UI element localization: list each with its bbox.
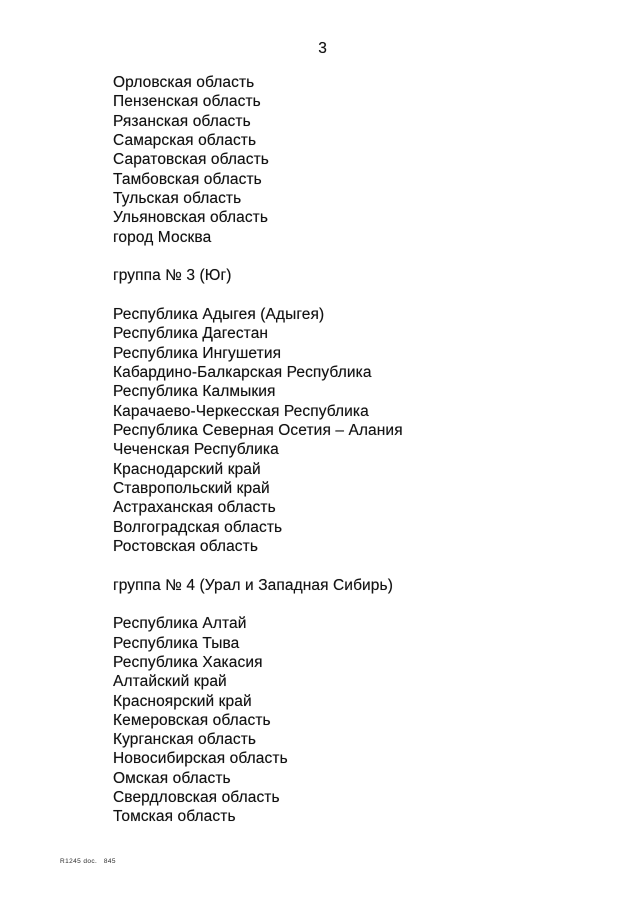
region-line: Республика Алтай bbox=[113, 615, 247, 633]
footer-code: R1245 doc. 845 bbox=[60, 858, 116, 865]
region-line: Ростовская область bbox=[113, 537, 259, 555]
region-line: Красноярский край bbox=[113, 692, 252, 710]
region-line: Республика Калмыкия bbox=[113, 383, 276, 401]
region-line: Республика Северная Осетия – Алания bbox=[113, 421, 403, 439]
region-line: город Москва bbox=[113, 228, 212, 246]
region-line: Курганская область bbox=[113, 731, 257, 749]
region-line: Ставропольский край bbox=[113, 479, 270, 497]
region-line: Тамбовская область bbox=[113, 170, 262, 188]
blank-line bbox=[113, 595, 613, 614]
region-line: Рязанская область bbox=[113, 112, 251, 130]
region-line: Республика Ингушетия bbox=[113, 344, 282, 362]
blank-line bbox=[113, 556, 613, 575]
region-line: Томская область bbox=[113, 808, 236, 826]
region-line: Саратовская область bbox=[113, 151, 269, 169]
region-line: Ульяновская область bbox=[113, 209, 269, 227]
blank-line bbox=[113, 286, 613, 305]
region-line: Алтайский край bbox=[113, 673, 227, 691]
region-line: Пензенская область bbox=[113, 93, 261, 111]
region-line: Омская область bbox=[113, 769, 231, 787]
region-line: Республика Тыва bbox=[113, 634, 240, 652]
region-list bbox=[113, 73, 613, 827]
group-heading: группа № 4 (Урал и Западная Сибирь) bbox=[113, 576, 393, 594]
region-line: Свердловская область bbox=[113, 789, 280, 807]
region-line: Республика Дагестан bbox=[113, 325, 269, 343]
region-line: Новосибирская область bbox=[113, 750, 288, 768]
region-line: Волгоградская область bbox=[113, 518, 283, 536]
region-line: Краснодарский край bbox=[113, 460, 261, 478]
page-number: 3 bbox=[318, 40, 327, 57]
region-line: Кемеровская область bbox=[113, 711, 271, 729]
group-heading: группа № 3 (Юг) bbox=[113, 267, 232, 285]
region-line: Карачаево-Черкесская Республика bbox=[113, 402, 369, 420]
region-line: Орловская область bbox=[113, 74, 255, 91]
region-line: Республика Хакасия bbox=[113, 653, 263, 671]
blank-line bbox=[113, 247, 613, 266]
region-line: Тульская область bbox=[113, 189, 242, 207]
region-line: Астраханская область bbox=[113, 499, 276, 517]
region-line: Республика Адыгея (Адыгея) bbox=[113, 305, 325, 323]
region-line: Чеченская Республика bbox=[113, 441, 279, 459]
region-line: Кабардино-Балкарская Республика bbox=[113, 363, 372, 381]
region-line: Самарская область bbox=[113, 131, 257, 149]
